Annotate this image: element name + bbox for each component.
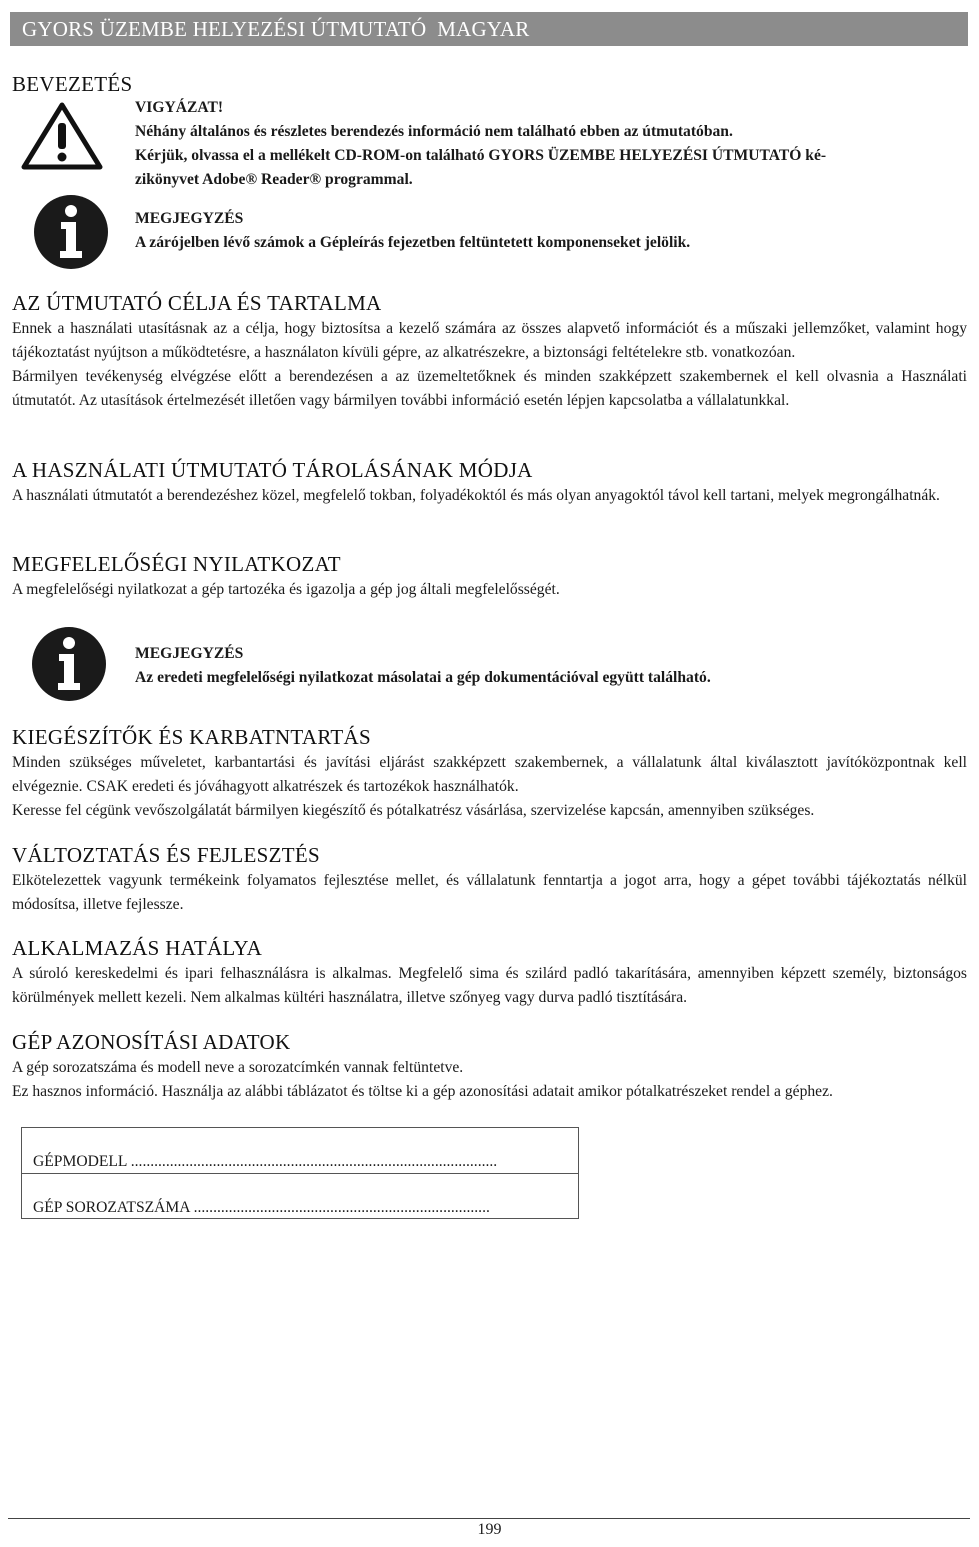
note-text: Az eredeti megfelelőségi nyilatkozat másolatai a gép dokumentációval együtt található. bbox=[135, 669, 711, 686]
note-block bbox=[135, 207, 955, 255]
paragraph: Bármilyen tevékenység elvégzése előtt a berendezésen a az üzemeltetőknek és minden szakképzett szakembernek el kell olvasnia a Használati útmutatót. Az utasítások értelmezését illetően vagy bármilyen további információ esetén lépjen kapcsolatba a vállalatunkkal. bbox=[12, 368, 967, 409]
warning-line: Néhány általános és részletes berendezés információ nem található ebben az útmutatóban. bbox=[135, 123, 733, 140]
section-body bbox=[12, 578, 967, 602]
paragraph: Keresse fel cégünk vevőszolgálatát bármilyen kiegészítő és pótalkatrész vásárlása, szervizelése kapcsán, amennyiben szükséges. bbox=[12, 802, 815, 819]
info-icon bbox=[31, 626, 107, 702]
section-body bbox=[12, 1056, 967, 1104]
paragraph: Ez hasznos információ. Használja az alábbi táblázatot és töltse ki a gép azonosítási adatait amikor pótalkatrészeket rendel a géphez. bbox=[12, 1083, 833, 1100]
warning-line: zikönyvet Adobe® Reader® programmal. bbox=[135, 171, 413, 188]
paragraph: Minden szükséges műveletet, karbantartási és javítási eljárást szakképzett szakembernek, a vállalatunk által kiválasztott javítóközpontnak kell elvégeznie. CSAK eredeti és jóváhagyott alkatrészek és tartozékok használhatók. bbox=[12, 754, 967, 795]
section-heading: MEGFELELŐSÉGI NYILATKOZAT bbox=[12, 552, 341, 576]
section-body bbox=[12, 962, 967, 1010]
section-heading: GÉP AZONOSÍTÁSI ADATOK bbox=[12, 1030, 291, 1054]
page-number: 199 bbox=[477, 1521, 502, 1538]
serial-number-row[interactable] bbox=[22, 1173, 578, 1219]
conformity-note-block bbox=[135, 642, 955, 690]
section-body bbox=[12, 751, 967, 823]
serial-number-field: GÉP SOROZATSZÁMA ............................................................................ bbox=[33, 1199, 490, 1216]
note-label: MEGJEGYZÉS bbox=[135, 210, 244, 227]
warning-icon bbox=[20, 101, 104, 171]
document-header-title: GYORS ÜZEMBE HELYEZÉSI ÚTMUTATÓ MAGYAR bbox=[22, 17, 530, 41]
paragraph: Elkötelezettek vagyunk termékeink folyamatos fejlesztése mellet, és vállalatunk fenntartja a jogot arra, hogy a gépet további tájékoztatás nélkül módosítsa, illetve fejlessze. bbox=[12, 872, 967, 913]
section-heading: AZ ÚTMUTATÓ CÉLJA ÉS TARTALMA bbox=[12, 291, 382, 315]
info-icon bbox=[33, 194, 109, 270]
note-text: A zárójelben lévő számok a Gépleírás fejezetben feltüntetett komponenseket jelölik. bbox=[135, 234, 691, 251]
paragraph: Ennek a használati utasításnak az a célja, hogy biztosítsa a kezelő számára az összes alapvető információt és a műszaki jellemzőket, valamint hogy tájékoztatást nyújtson a működtetésre, a használaton kívüli gépre, az alkatrészekre, a biztonsági feltételekre stb. vonatkozóan. bbox=[12, 320, 967, 361]
paragraph: A súroló kereskedelmi és ipari felhasználásra is alkalmas. Megfelelő sima és szilárd padló takarítására, amennyiben képzett személy, biztonságos körülmények mellett kezeli. Nem alkalmas kültéri használatra, illetve szőnyeg vagy durva padló tisztítására. bbox=[12, 965, 967, 1006]
section-heading: ALKALMAZÁS HATÁLYA bbox=[12, 936, 263, 960]
paragraph: A megfelelőségi nyilatkozat a gép tartozéka és igazolja a gép jog általi megfelelősségét. bbox=[12, 581, 560, 598]
paragraph: A használati útmutatót a berendezéshez közel, megfelelő tokban, folyadékoktól és más olyan anyagoktól távol kell tartani, melyek megrongálhatnák. bbox=[12, 487, 940, 504]
document-header-bar bbox=[10, 12, 968, 46]
paragraph: A gép sorozatszáma és modell neve a sorozatcímkén vannak feltüntetve. bbox=[12, 1059, 464, 1076]
section-heading: KIEGÉSZÍTŐK ÉS KARBATNTARTÁS bbox=[12, 725, 371, 749]
section-body bbox=[12, 869, 967, 917]
footer-divider bbox=[8, 1518, 970, 1519]
machine-id-table bbox=[21, 1127, 579, 1219]
section-body bbox=[12, 317, 967, 413]
machine-model-field: GÉPMODELL .............................................................................................. bbox=[33, 1153, 498, 1170]
section-heading-intro: BEVEZETÉS bbox=[12, 72, 133, 96]
warning-line: Kérjük, olvassa el a mellékelt CD-ROM-on található GYORS ÜZEMBE HELYEZÉSI ÚTMUTATÓ ké- bbox=[135, 147, 827, 164]
machine-model-row[interactable] bbox=[22, 1128, 578, 1173]
note-label: MEGJEGYZÉS bbox=[135, 645, 244, 662]
warning-label: VIGYÁZAT! bbox=[135, 99, 224, 116]
section-heading: A HASZNÁLATI ÚTMUTATÓ TÁROLÁSÁNAK MÓDJA bbox=[12, 458, 533, 482]
warning-block bbox=[135, 96, 955, 192]
section-body bbox=[12, 484, 967, 508]
section-heading: VÁLTOZTATÁS ÉS FEJLESZTÉS bbox=[12, 843, 321, 867]
